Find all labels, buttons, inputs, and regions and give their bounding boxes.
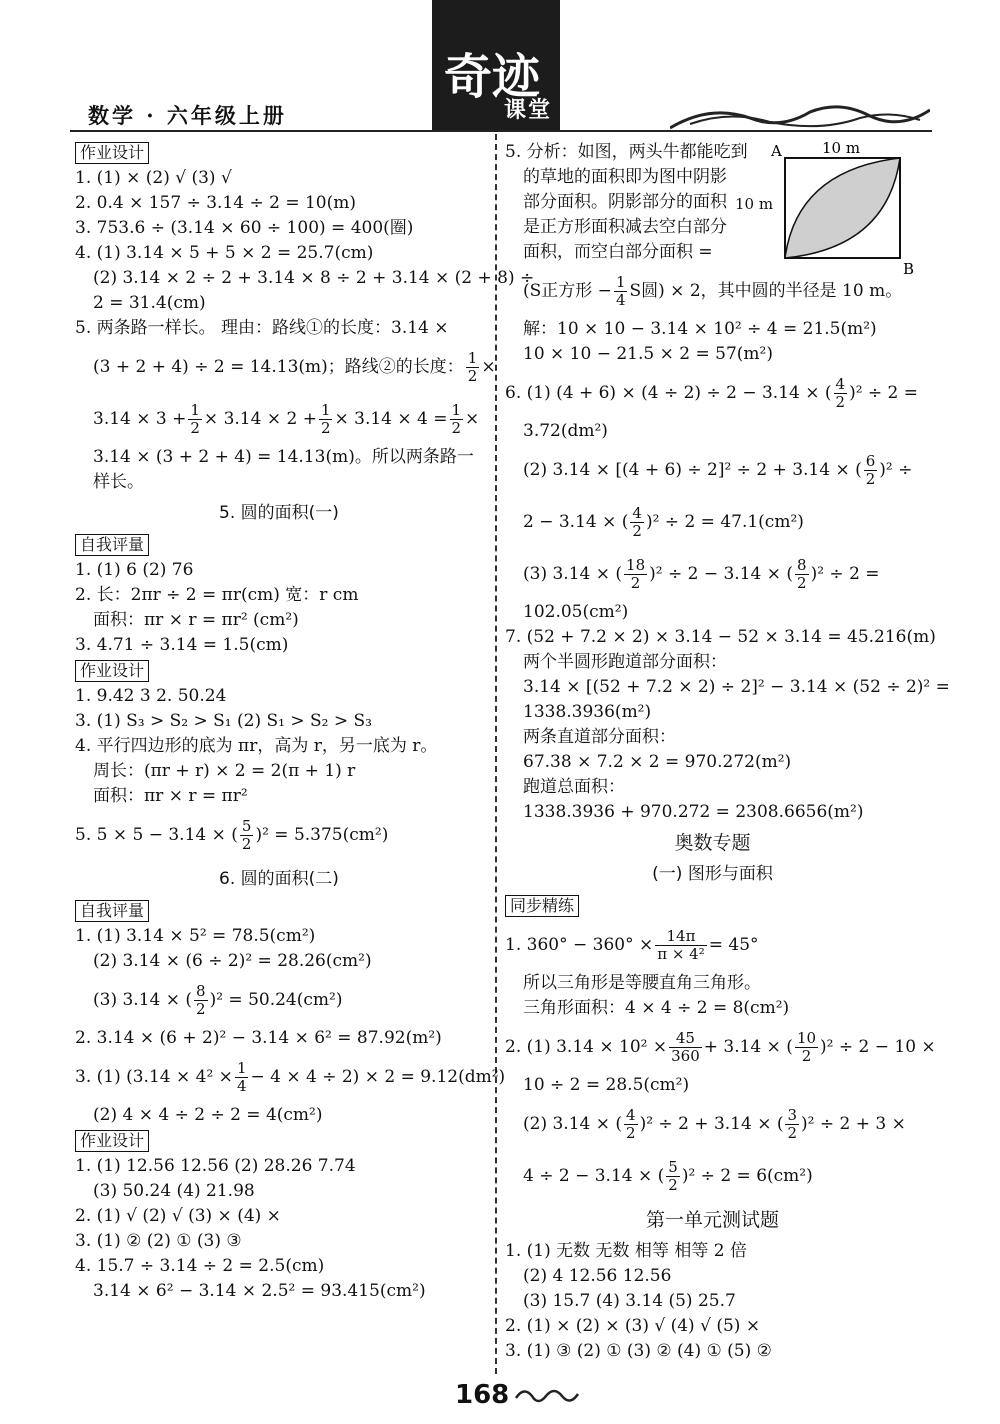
fraction: $\frac{4}{2}$	[835, 375, 846, 411]
fraction: $\frac{18}{2}$	[626, 556, 646, 592]
section-box: 作业设计	[75, 1130, 149, 1152]
answer-line: 2. 长：2πr ÷ 2 = πr(cm) 宽：r cm	[75, 585, 359, 605]
answer-line: 5. 分析：如图，两头牛都能吃到	[505, 142, 748, 162]
answer-line: 4. (1) 3.14 × 5 + 5 × 2 = 25.7(cm)	[75, 243, 374, 263]
fraction: $\frac{3}{2}$	[787, 1106, 798, 1142]
answer-line: 1338.3936 + 970.272 = 2308.6656(m²)	[523, 802, 864, 822]
section-subtitle: (一) 图形与面积	[652, 864, 773, 884]
left-column	[75, 140, 535, 1304]
section-title: 第一单元测试题	[645, 1209, 779, 1231]
fraction: $\frac{6}{2}$	[865, 452, 876, 488]
answer-line: 1. (1) 3.14 × 5² = 78.5(cm²)	[75, 926, 316, 946]
fraction: $\frac{1}{2}$	[190, 401, 200, 437]
fraction: $\frac{10}{2}$	[796, 1029, 817, 1065]
answer-line: 4 ÷ 2 − 3.14 × ( $\frac{5}{2}$ )² ÷ 2 = 6(cm²)	[523, 1158, 813, 1194]
answer-line: 1. (1) × (2) √ (3) √	[75, 168, 232, 188]
answer-line: 10 × 10 − 21.5 × 2 = 57(m²)	[523, 344, 773, 364]
answer-line: (2) 3.14 × [(4 + 6) ÷ 2]² ÷ 2 + 3.14 × ( $\frac{6}{2}$ )² ÷	[523, 452, 913, 488]
answer-line: 3.72(dm²)	[523, 421, 608, 441]
answer-line: (2) 3.14 × 2 ÷ 2 + 3.14 × 8 ÷ 2 + 3.14 × (2 + 8) ÷	[93, 268, 535, 288]
label-b: B	[903, 260, 915, 278]
answer-line: (2) 4 × 4 ÷ 2 ÷ 2 = 4(cm²)	[93, 1105, 323, 1125]
answer-line: 部分面积。阴影部分的面积	[523, 192, 727, 212]
answer-line: 三角形面积：4 × 4 ÷ 2 = 8(cm²)	[523, 998, 790, 1018]
answer-line: (S正方形 − $\frac{1}{4}$ S圆) × 2，其中圆的半径是 10 m。	[523, 273, 903, 309]
answer-line: (3 + 2 + 4) ÷ 2 = 14.13(m)；路线②的长度： $\frac{1}{2}$ ×	[93, 349, 496, 385]
fraction: $\frac{14\pi}{\text{π × 4²}}$	[657, 927, 705, 963]
fraction: $\frac{4}{2}$	[632, 504, 642, 540]
answer-line: 6. (1) (4 + 6) × (4 ÷ 2) ÷ 2 − 3.14 × ( $\frac{4}{2}$ )² ÷ 2 =	[505, 375, 919, 411]
answer-line: (3) 15.7 (4) 3.14 (5) 25.7	[523, 1291, 736, 1311]
answer-line: 3. (1) (3.14 × 4² × $\frac{1}{4}$ − 4 × 4 ÷ 2) × 2 = 9.12(dm²)	[75, 1059, 506, 1095]
answer-line: 1. 9.42 3 2. 50.24	[75, 686, 227, 706]
answer-line: 的草地的面积即为图中阴影	[523, 167, 727, 187]
answer-line: 所以三角形是等腰直角三角形。	[523, 973, 761, 993]
answer-line: 10 ÷ 2 = 28.5(cm²)	[523, 1075, 690, 1095]
answer-line: (2) 4 12.56 12.56	[523, 1266, 672, 1286]
section-box: 自我评量	[75, 900, 149, 922]
section-box: 同步精练	[505, 895, 579, 917]
answer-line: 1338.3936(m²)	[523, 702, 652, 722]
answer-line: 两条直道部分面积：	[523, 727, 676, 747]
top-length: 10 m	[822, 140, 861, 157]
answer-line: 2. 3.14 × (6 + 2)² − 3.14 × 6² = 87.92(m²)	[75, 1028, 442, 1048]
fraction: $\frac{45}{360}$	[671, 1029, 700, 1065]
answer-line: 3.14 × (3 + 2 + 4) = 14.13(m)。所以两条路一	[93, 447, 474, 467]
answer-line: 1. (1) 6 (2) 76	[75, 560, 194, 580]
answer-line: 4. 15.7 ÷ 3.14 ÷ 2 = 2.5(cm)	[75, 1256, 325, 1276]
answer-line: 67.38 × 7.2 × 2 = 970.272(m²)	[523, 752, 792, 772]
section-title: 5. 圆的面积(一)	[219, 503, 339, 523]
header-rule	[70, 130, 932, 132]
answer-line: 2. (1) 3.14 × 10² × $\frac{45}{360}$ + 3.14 × ( $\frac{10}{2}$ )² ÷ 2 − 10 ×	[505, 1029, 936, 1065]
answer-line: 面积，而空白部分面积 =	[523, 242, 713, 262]
answer-line: 跑道总面积：	[523, 777, 625, 797]
answer-line: 102.05(cm²)	[523, 602, 629, 622]
right-column	[505, 140, 950, 1364]
answer-line: 周长：(πr + r) × 2 = 2(π + 1) r	[93, 761, 356, 781]
fraction: $\frac{4}{2}$	[626, 1106, 636, 1142]
fraction: $\frac{5}{2}$	[241, 817, 252, 853]
answer-line: 1. (1) 无数 无数 相等 相等 2 倍	[505, 1241, 747, 1261]
fraction: $\frac{5}{2}$	[668, 1158, 678, 1194]
answer-line: (3) 50.24 (4) 21.98	[93, 1181, 255, 1201]
answer-line: 3. (1) ② (2) ① (3) ③	[75, 1231, 242, 1251]
answer-line: 是正方形面积减去空白部分	[523, 217, 727, 237]
answer-line: 3. 753.6 ÷ (3.14 × 60 ÷ 100) = 400(圈)	[75, 218, 414, 238]
swirl-ornament-icon	[512, 1384, 582, 1410]
brand-logo	[432, 0, 560, 130]
section-box: 作业设计	[75, 660, 149, 682]
logo-text: 奇迹	[444, 49, 541, 105]
answer-line: (2) 3.14 × (6 ÷ 2)² = 28.26(cm²)	[93, 951, 372, 971]
answer-line: 面积：πr × r = πr² (cm²)	[93, 610, 299, 630]
column-divider	[495, 134, 497, 1374]
section-box: 作业设计	[75, 142, 149, 164]
fraction: $\frac{1}{4}$	[615, 273, 626, 309]
answer-line: 1. 360° − 360° × $\frac{14\pi}{\text{π × 4²}}$ = 45°	[505, 927, 759, 963]
answer-line: 面积：πr × r = πr²	[93, 786, 248, 806]
page-number: 168	[455, 1380, 510, 1410]
answer-line: (3) 3.14 × ( $\frac{18}{2}$ )² ÷ 2 − 3.14 × ( $\frac{8}{2}$ )² ÷ 2 =	[523, 556, 880, 592]
answer-line: 2. (1) × (2) × (3) √ (4) √ (5) ×	[505, 1316, 761, 1336]
section-title: 奥数专题	[674, 832, 751, 854]
answer-line: 3.14 × 3 + $\frac{1}{2}$ × 3.14 × 2 + $\frac{1}{2}$ × 3.14 × 4 = $\frac{1}{2}$ ×	[93, 401, 480, 437]
label-a: A	[771, 142, 782, 160]
answer-line: 3.14 × [(52 + 7.2 × 2) ÷ 2]² − 3.14 × (52 ÷ 2)² =	[523, 677, 950, 697]
answer-line: 4. 平行四边形的底为 πr，高为 r，另一底为 r。	[75, 736, 438, 756]
answer-line: 2. 0.4 × 157 ÷ 3.14 ÷ 2 = 10(m)	[75, 193, 356, 213]
answer-line: 解：10 × 10 − 3.14 × 10² ÷ 4 = 21.5(m²)	[523, 319, 877, 339]
answer-line: 7. (52 + 7.2 × 2) × 3.14 − 52 × 3.14 = 45.216(m)	[505, 627, 936, 647]
answer-line: 2 − 3.14 × ( $\frac{4}{2}$ )² ÷ 2 = 47.1(cm²)	[523, 504, 804, 540]
fraction: $\frac{8}{2}$	[196, 982, 206, 1018]
book-title: 数学 · 六年级上册	[88, 103, 287, 128]
answer-line: 3. (1) S₃ > S₂ > S₁ (2) S₁ > S₂ > S₃	[75, 711, 372, 731]
answer-line: 5. 5 × 5 − 3.14 × ( $\frac{5}{2}$ )² = 5.375(cm²)	[75, 817, 389, 853]
answer-line: 样长。	[93, 472, 144, 492]
section-box: 自我评量	[75, 534, 149, 556]
answer-line: 3. 4.71 ÷ 3.14 = 1.5(cm)	[75, 635, 289, 655]
answer-line: 1. (1) 12.56 12.56 (2) 28.26 7.74	[75, 1156, 356, 1176]
section-title: 6. 圆的面积(二)	[219, 869, 339, 889]
answer-line: (2) 3.14 × ( $\frac{4}{2}$ )² ÷ 2 + 3.14 × ( $\frac{3}{2}$ )² ÷ 2 + 3 ×	[523, 1106, 906, 1142]
answer-line: 2. (1) √ (2) √ (3) × (4) ×	[75, 1206, 281, 1226]
answer-line: 两个半圆形跑道部分面积：	[523, 652, 727, 672]
fraction: $\frac{1}{2}$	[451, 401, 462, 437]
answer-line: 3. (1) ③ (2) ① (3) ② (4) ① (5) ②	[505, 1341, 772, 1361]
fraction: $\frac{1}{2}$	[467, 349, 478, 385]
answer-line: (3) 3.14 × ( $\frac{8}{2}$ )² = 50.24(cm²)	[93, 982, 343, 1018]
side-length: 10 m	[735, 195, 774, 213]
cloud-ornament-icon	[670, 100, 930, 132]
answer-line: 5. 两条路一样长。 理由：路线①的长度：3.14 ×	[75, 318, 449, 338]
answer-line: 3.14 × 6² − 3.14 × 2.5² = 93.415(cm²)	[93, 1281, 426, 1301]
logo-subtext: 课堂	[503, 98, 552, 123]
fraction: $\frac{8}{2}$	[797, 556, 807, 592]
fraction: $\frac{1}{2}$	[320, 401, 331, 437]
fraction: $\frac{1}{4}$	[236, 1059, 247, 1095]
answer-line: 2 = 31.4(cm)	[93, 293, 206, 313]
